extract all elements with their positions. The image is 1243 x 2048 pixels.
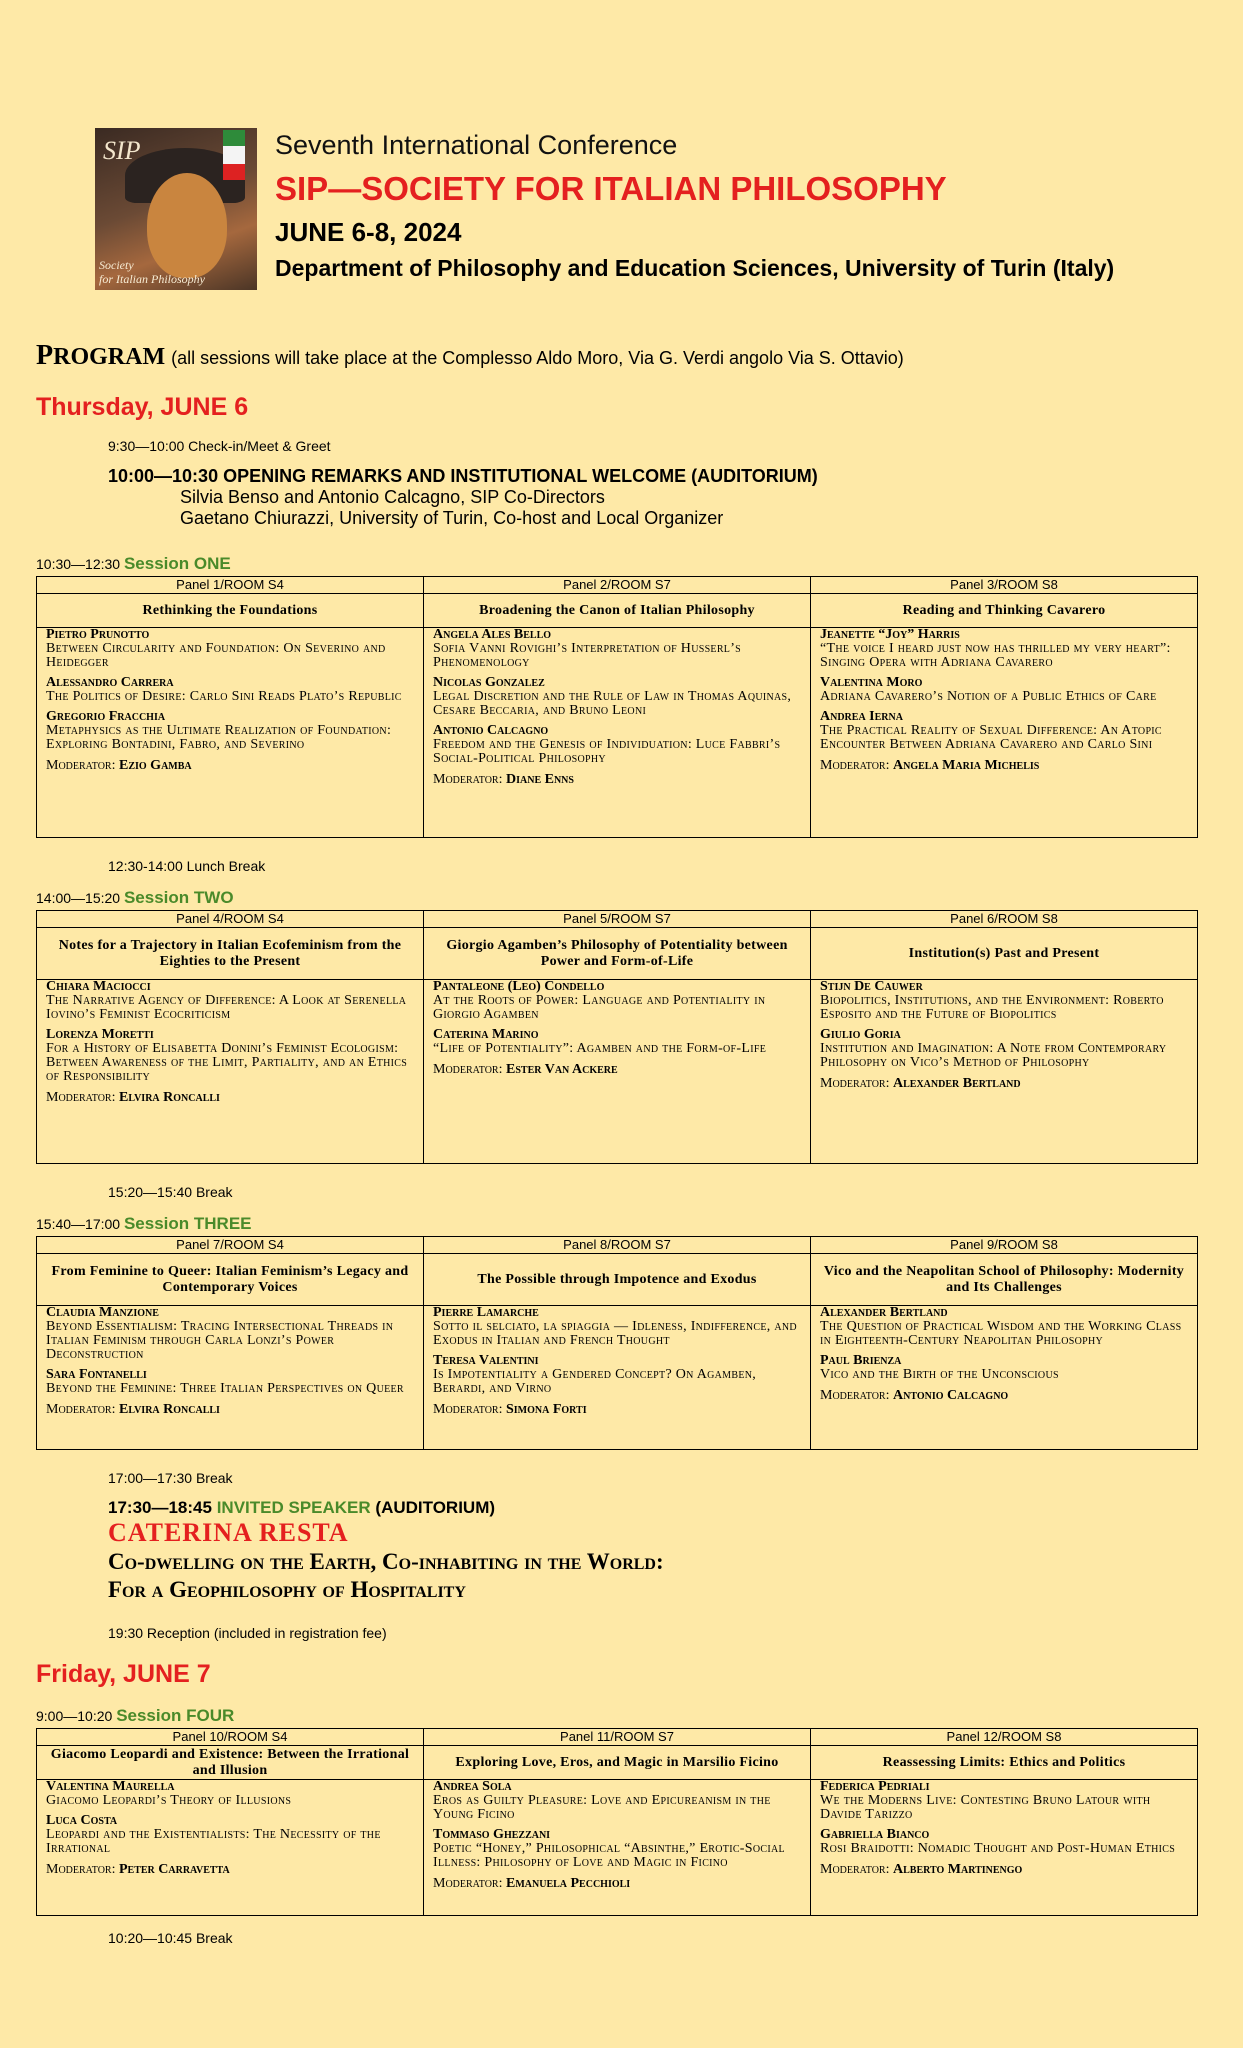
afternoon-break: 15:20—15:40 Break (108, 1184, 233, 1200)
panel-title: Reading and Thinking Cavarero (811, 594, 1198, 628)
panel-header: Panel 8/ROOM S7 (424, 1237, 811, 1254)
program-note: (all sessions will take place at the Complesso Aldo Moro, Via G. Verdi angolo Via S. Ottavio) (171, 348, 904, 368)
conference-dates: JUNE 6-8, 2024 (275, 217, 462, 247)
panel-body: Chiara Maciocci The Narrative Agency of Difference: A Look at Serenella Iovino’s Feminist Ecocriticism Lorenza Moretti For a History of Elisabetta Donini’s Feminist Ecologism: Between Awareness of the Limit, Partiality, and an Ethics of Responsibility Moderator: Elvira Roncalli (37, 980, 424, 1164)
panel-body: Andrea Sola Eros as Guilty Pleasure: Love and Epicureanism in the Young Ficino Tommaso Ghezzani Poetic “Honey,” Philosophical “Absinthe,” Erotic-Social Illness: Philosophy of Love and Magic in Ficino Moderator: Emanuela Pecchioli (424, 1780, 811, 1916)
panel-body: Pierre Lamarche Sotto il selciato, la spiaggia — Idleness, Indifference, and Exodus in Italian and French Thought Teresa Valentini Is Impotentiality a Gendered Concept? On Agamben, Berardi, and Virno Moderator: Simona Forti (424, 1306, 811, 1450)
invited-speaker-name: CATERINA RESTA (108, 1518, 349, 1547)
session-two-table (36, 910, 1198, 1164)
moderator: Moderator: Ezio Gamba (46, 758, 192, 773)
panel-title: Giacomo Leopardi and Existence: Between the Irrational and Illusion (37, 1746, 424, 1780)
logo-text: SIP (103, 136, 141, 165)
host-department: Department of Philosophy and Education Sciences, University of Turin (Italy) (275, 255, 1115, 281)
opening-remarks: 10:00—10:30 OPENING REMARKS AND INSTITUTIONAL WELCOME (AUDITORIUM) Silvia Benso and Antonio Calcagno, SIP Co-Directors Gaetano Chiurazzi, University of Turin, Co-host and Local Organizer (108, 466, 818, 528)
logo-tagline: Society for Italian Philosophy (99, 258, 205, 286)
panel-header: Panel 6/ROOM S8 (811, 911, 1198, 928)
panel-header: Panel 1/ROOM S4 (37, 577, 424, 594)
moderator: Moderator: Ester Van Ackere (433, 1062, 618, 1077)
italian-flag-icon (223, 130, 245, 180)
panel-body: Alexander Bertland The Question of Practical Wisdom and the Working Class in Eighteenth-Century Neapolitan Philosophy Paul Brienza Vico and the Birth of the Unconscious Moderator: Antonio Calcagno (811, 1306, 1198, 1450)
society-name: SIP—SOCIETY FOR ITALIAN PHILOSOPHY (275, 170, 947, 207)
panel-body: Federica Pedriali We the Moderns Live: Contesting Bruno Latour with Davide Tarizzo Gabriella Bianco Rosi Braidotti: Nomadic Thought and Post-Human Ethics Moderator: Alberto Martinengo (811, 1780, 1198, 1916)
invited-talk-title: Co-dwelling on the Earth, Co-inhabiting in the World: (108, 1549, 664, 1574)
session-three-label: 15:40—17:00 Session THREE (36, 1214, 252, 1233)
panel-body: Pietro Prunotto Between Circularity and Foundation: On Severino and Heidegger Alessandro Carrera The Politics of Desire: Carlo Sini Reads Plato’s Republic Gregorio Fracchia Metaphysics as the Ultimate Realization of Foundation: Exploring Bontadini, Fabro, and Severino Moderator: Ezio Gamba (37, 628, 424, 838)
panel-header: Panel 9/ROOM S8 (811, 1237, 1198, 1254)
panel-title: Rethinking the Foundations (37, 594, 424, 628)
moderator: Moderator: Peter Carravetta (46, 1862, 230, 1877)
session-one-table (36, 576, 1198, 838)
session-one-label: 10:30—12:30 Session ONE (36, 554, 231, 573)
moderator: Moderator: Emanuela Pecchioli (433, 1876, 631, 1891)
panel-header: Panel 3/ROOM S8 (811, 577, 1198, 594)
day-friday: Friday, JUNE 7 (36, 1660, 211, 1688)
panel-body: Stijn De Cauwer Biopolitics, Institutions, and the Environment: Roberto Esposito and the Future of Biopolitics Giulio Goria Institution and Imagination: A Note from Contemporary Philosophy on Vico’s Method of Philosophy Moderator: Alexander Bertland (811, 980, 1198, 1164)
panel-header: Panel 7/ROOM S4 (37, 1237, 424, 1254)
lunch-break: 12:30-14:00 Lunch Break (108, 858, 266, 874)
panel-body: Claudia Manzione Beyond Essentialism: Tracing Intersectional Threads in Italian Feminism through Carla Lonzi’s Power Deconstruction Sara Fontanelli Beyond the Feminine: Three Italian Perspectives on Queer Moderator: Elvira Roncalli (37, 1306, 424, 1450)
moderator: Moderator: Alexander Bertland (820, 1076, 1021, 1091)
panel-title: Reassessing Limits: Ethics and Politics (811, 1746, 1198, 1780)
panel-title: Notes for a Trajectory in Italian Ecofeminism from the Eighties to the Present (37, 928, 424, 980)
session-three-table (36, 1236, 1198, 1450)
checkin-time: 9:30—10:00 Check-in/Meet & Greet (108, 438, 331, 454)
panel-title: Exploring Love, Eros, and Magic in Marsilio Ficino (424, 1746, 811, 1780)
conference-edition: Seventh International Conference (275, 130, 678, 160)
panel-title: The Possible through Impotence and Exodus (424, 1254, 811, 1306)
reception: 19:30 Reception (included in registration fee) (108, 1625, 387, 1641)
evening-break: 17:00—17:30 Break (108, 1470, 233, 1486)
panel-body: Angela Ales Bello Sofia Vanni Rovighi’s Interpretation of Husserl’s Phenomenology Nicolas Gonzalez Legal Discretion and the Rule of Law in Thomas Aquinas, Cesare Beccaria, and Bruno Leoni Antonio Calcagno Freedom and the Genesis of Individuation: Luce Fabbri’s Social-Political Philosophy Moderator: Diane Enns (424, 628, 811, 838)
panel-title: Vico and the Neapolitan School of Philosophy: Modernity and Its Challenges (811, 1254, 1198, 1306)
panel-body: Pantaleone (Leo) Condello At the Roots of Power: Language and Potentiality in Giorgio Agamben Caterina Marino “Life of Potentiality”: Agamben and the Form-of-Life Moderator: Ester Van Ackere (424, 980, 811, 1164)
morning-break: 10:20—10:45 Break (108, 1930, 233, 1946)
panel-header: Panel 12/ROOM S8 (811, 1729, 1198, 1746)
panel-body: Valentina Maurella Giacomo Leopardi’s Theory of Illusions Luca Costa Leopardi and the Existentialists: The Necessity of the Irrational Moderator: Peter Carravetta (37, 1780, 424, 1916)
moderator: Moderator: Elvira Roncalli (46, 1090, 220, 1105)
session-four-label: 9:00—10:20 Session FOUR (36, 1706, 235, 1725)
moderator: Moderator: Antonio Calcagno (820, 1388, 1009, 1403)
panel-body: Jeanette “Joy” Harris “The voice I heard just now has thrilled my very heart”: Singing Opera with Adriana Cavarero Valentina Moro Adriana Cavarero’s Notion of a Public Ethics of Care Andrea Ierna The Practical Reality of Sexual Difference: An Atopic Encounter Between Adriana Cavarero and Carlo Sini Moderator: Angela Maria Michelis (811, 628, 1198, 838)
panel-title: Broadening the Canon of Italian Philosophy (424, 594, 811, 628)
panel-title: From Feminine to Queer: Italian Feminism’s Legacy and Contemporary Voices (37, 1254, 424, 1306)
moderator: Moderator: Elvira Roncalli (46, 1402, 220, 1417)
day-thursday: Thursday, JUNE 6 (36, 393, 249, 421)
panel-title: Institution(s) Past and Present (811, 928, 1198, 980)
moderator: Moderator: Angela Maria Michelis (820, 758, 1040, 773)
panel-header: Panel 10/ROOM S4 (37, 1729, 424, 1746)
panel-title: Giorgio Agamben’s Philosophy of Potentiality between Power and Form-of-Life (424, 928, 811, 980)
program-heading: PROGRAM (all sessions will take place at the Complesso Aldo Moro, Via G. Verdi angolo Via S. Ottavio) (36, 340, 904, 371)
panel-header: Panel 4/ROOM S4 (37, 911, 424, 928)
panel-header: Panel 5/ROOM S7 (424, 911, 811, 928)
moderator: Moderator: Alberto Martinengo (820, 1862, 1023, 1877)
panel-header: Panel 11/ROOM S7 (424, 1729, 811, 1746)
moderator: Moderator: Diane Enns (433, 772, 574, 787)
invited-speaker: 17:30—18:45 INVITED SPEAKER (AUDITORIUM) CATERINA RESTA Co-dwelling on the Earth, Co-inhabiting in the World: For a Geophilosophy of Hospitality (108, 1498, 664, 1602)
session-four-table (36, 1728, 1198, 1916)
sip-logo (95, 128, 257, 290)
moderator: Moderator: Simona Forti (433, 1402, 587, 1417)
session-two-label: 14:00—15:20 Session TWO (36, 888, 234, 907)
header (95, 128, 1195, 293)
panel-header: Panel 2/ROOM S7 (424, 577, 811, 594)
